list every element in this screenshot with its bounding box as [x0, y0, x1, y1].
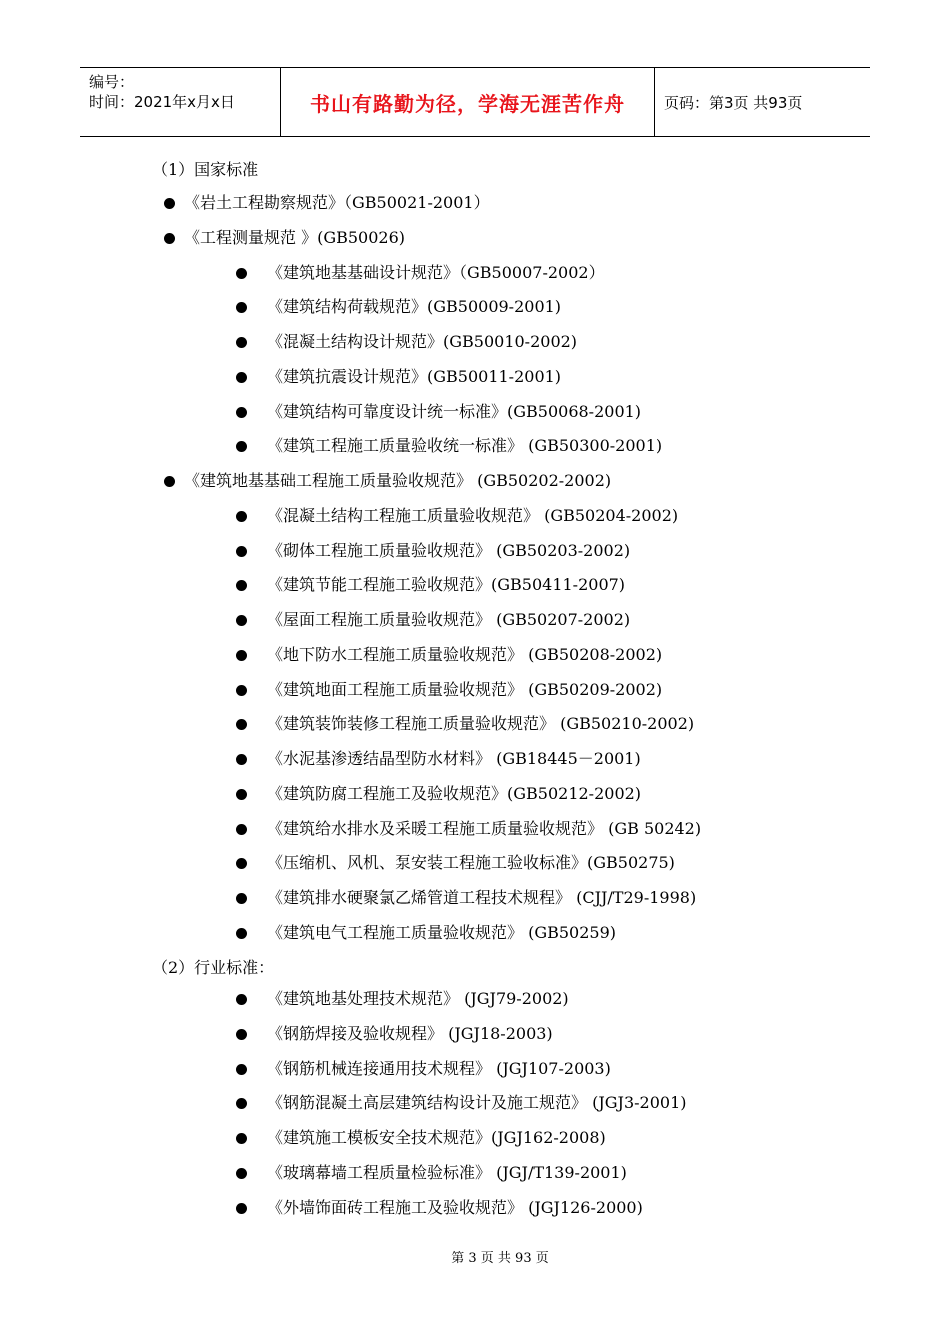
bullet-icon	[236, 372, 247, 383]
bullet-icon	[236, 928, 247, 939]
list-item	[0, 1197, 950, 1219]
list-item	[0, 988, 950, 1010]
bullet-icon	[236, 1168, 247, 1179]
list-item	[0, 644, 950, 666]
standard-title: 《建筑抗震设计规范》(GB50011-2001)	[267, 366, 562, 386]
bullet-icon	[236, 1133, 247, 1144]
standard-title: 《建筑结构荷载规范》(GB50009-2001)	[267, 297, 562, 317]
header-meta	[80, 68, 281, 136]
header-page-label: 页码：第3页 共93页	[664, 93, 803, 112]
bullet-icon	[236, 302, 247, 313]
standard-title: 《建筑防腐工程施工及验收规范》(GB50212-2002)	[267, 783, 642, 803]
bullet-icon	[236, 789, 247, 800]
list-item	[0, 227, 950, 249]
bullet-icon	[164, 198, 175, 209]
list-item	[0, 818, 950, 840]
list-item	[0, 1162, 950, 1184]
list-item	[0, 1058, 950, 1080]
standard-title: 《建筑装饰装修工程施工质量验收规范》 (GB50210-2002)	[267, 714, 695, 734]
bullet-icon	[236, 650, 247, 661]
standard-title: 《砌体工程施工质量验收规范》 (GB50203-2002)	[267, 540, 631, 560]
bullet-icon	[236, 580, 247, 591]
list-item	[0, 1092, 950, 1114]
list-item	[0, 470, 950, 492]
bullet-icon	[236, 441, 247, 452]
standard-title: 《地下防水工程施工质量验收规范》 (GB50208-2002)	[267, 644, 663, 664]
section-heading-national: （1）国家标准	[152, 160, 259, 179]
list-item	[0, 748, 950, 770]
list-item	[0, 435, 950, 457]
page-header	[80, 67, 870, 137]
list-item	[0, 540, 950, 562]
bullet-icon	[236, 268, 247, 279]
bullet-icon	[236, 685, 247, 696]
standard-title: 《建筑地面工程施工质量验收规范》 (GB50209-2002)	[267, 679, 663, 699]
list-item	[0, 574, 950, 596]
standard-title: 《压缩机、风机、泵安装工程施工验收标准》(GB50275)	[267, 853, 675, 873]
list-item	[0, 887, 950, 909]
bullet-icon	[236, 1029, 247, 1040]
list-item	[0, 1127, 950, 1149]
section-heading-industry: （2）行业标准：	[152, 958, 275, 977]
bullet-icon	[164, 476, 175, 487]
bullet-icon	[236, 1203, 247, 1214]
standard-title: 《混凝土结构设计规范》(GB50010-2002)	[267, 332, 578, 351]
list-item	[0, 505, 950, 527]
header-motto: 书山有路勤为径，学海无涯苦作舟	[281, 68, 655, 136]
list-item	[0, 852, 950, 874]
standard-title: 《建筑电气工程施工质量验收规范》 (GB50259)	[267, 922, 617, 942]
list-item	[0, 783, 950, 805]
standard-title: 《建筑地基基础设计规范》（GB50007-2002）	[267, 262, 605, 282]
list-item	[0, 713, 950, 735]
standard-title: 《混凝土结构工程施工质量验收规范》 (GB50204-2002)	[267, 505, 679, 525]
standard-title: 《屋面工程施工质量验收规范》 (GB50207-2002)	[267, 610, 631, 629]
bullet-icon	[236, 858, 247, 869]
bullet-icon	[236, 824, 247, 835]
list-item	[0, 192, 950, 214]
standard-title: 《钢筋混凝土高层建筑结构设计及施工规范》 (JGJ3-2001)	[267, 1093, 687, 1113]
standard-title: 《钢筋焊接及验收规程》 (JGJ18-2003)	[267, 1023, 553, 1043]
list-item	[0, 262, 950, 284]
standard-title: 《玻璃幕墙工程质量检验标准》 (JGJ/T139-2001)	[267, 1162, 627, 1182]
list-item	[0, 1023, 950, 1045]
bullet-icon	[236, 1098, 247, 1109]
standard-title: 《建筑施工模板安全技术规范》(JGJ162-2008)	[267, 1128, 606, 1147]
standard-title: 《建筑地基处理技术规范》 (JGJ79-2002)	[267, 989, 569, 1008]
bullet-icon	[236, 754, 247, 765]
bullet-icon	[236, 994, 247, 1005]
list-item	[0, 922, 950, 944]
document-date-label: 时间：2021年x月x日	[89, 93, 235, 111]
bullet-icon	[236, 1064, 247, 1075]
bullet-icon	[236, 337, 247, 348]
standard-title: 《建筑工程施工质量验收统一标准》 (GB50300-2001)	[267, 436, 663, 456]
list-item	[0, 296, 950, 318]
bullet-icon	[236, 615, 247, 626]
bullet-icon	[236, 511, 247, 522]
list-item	[0, 679, 950, 701]
bullet-icon	[236, 719, 247, 730]
document-number-label: 编号：	[89, 73, 135, 91]
bullet-icon	[164, 233, 175, 244]
bullet-icon	[236, 407, 247, 418]
list-item	[0, 401, 950, 423]
standard-title: 《建筑节能工程施工验收规范》(GB50411-2007)	[267, 575, 626, 595]
standard-title: 《钢筋机械连接通用技术规程》 (JGJ107-2003)	[267, 1058, 611, 1078]
standard-title: 《建筑结构可靠度设计统一标准》(GB50068-2001)	[267, 401, 642, 421]
standard-title: 《建筑地基基础工程施工质量验收规范》 (GB50202-2002)	[184, 471, 612, 490]
standard-title: 《外墙饰面砖工程施工及验收规范》 (JGJ126-2000)	[267, 1197, 643, 1217]
page-footer: 第 3 页 共 93 页	[451, 1251, 549, 1266]
standard-title: 《水泥基渗透结晶型防水材料》 (GB18445－2001)	[267, 749, 641, 768]
standard-title: 《建筑给水排水及采暖工程施工质量验收规范》 (GB 50242)	[267, 818, 702, 838]
standard-title: 《岩土工程勘察规范》（GB50021-2001）	[184, 193, 490, 212]
standard-title: 《建筑排水硬聚氯乙烯管道工程技术规程》 (CJJ/T29-1998)	[267, 888, 697, 907]
list-item	[0, 609, 950, 631]
list-item	[0, 331, 950, 353]
bullet-icon	[236, 546, 247, 557]
standard-title: 《工程测量规范 》(GB50026)	[184, 227, 406, 247]
bullet-icon	[236, 893, 247, 904]
list-item	[0, 366, 950, 388]
